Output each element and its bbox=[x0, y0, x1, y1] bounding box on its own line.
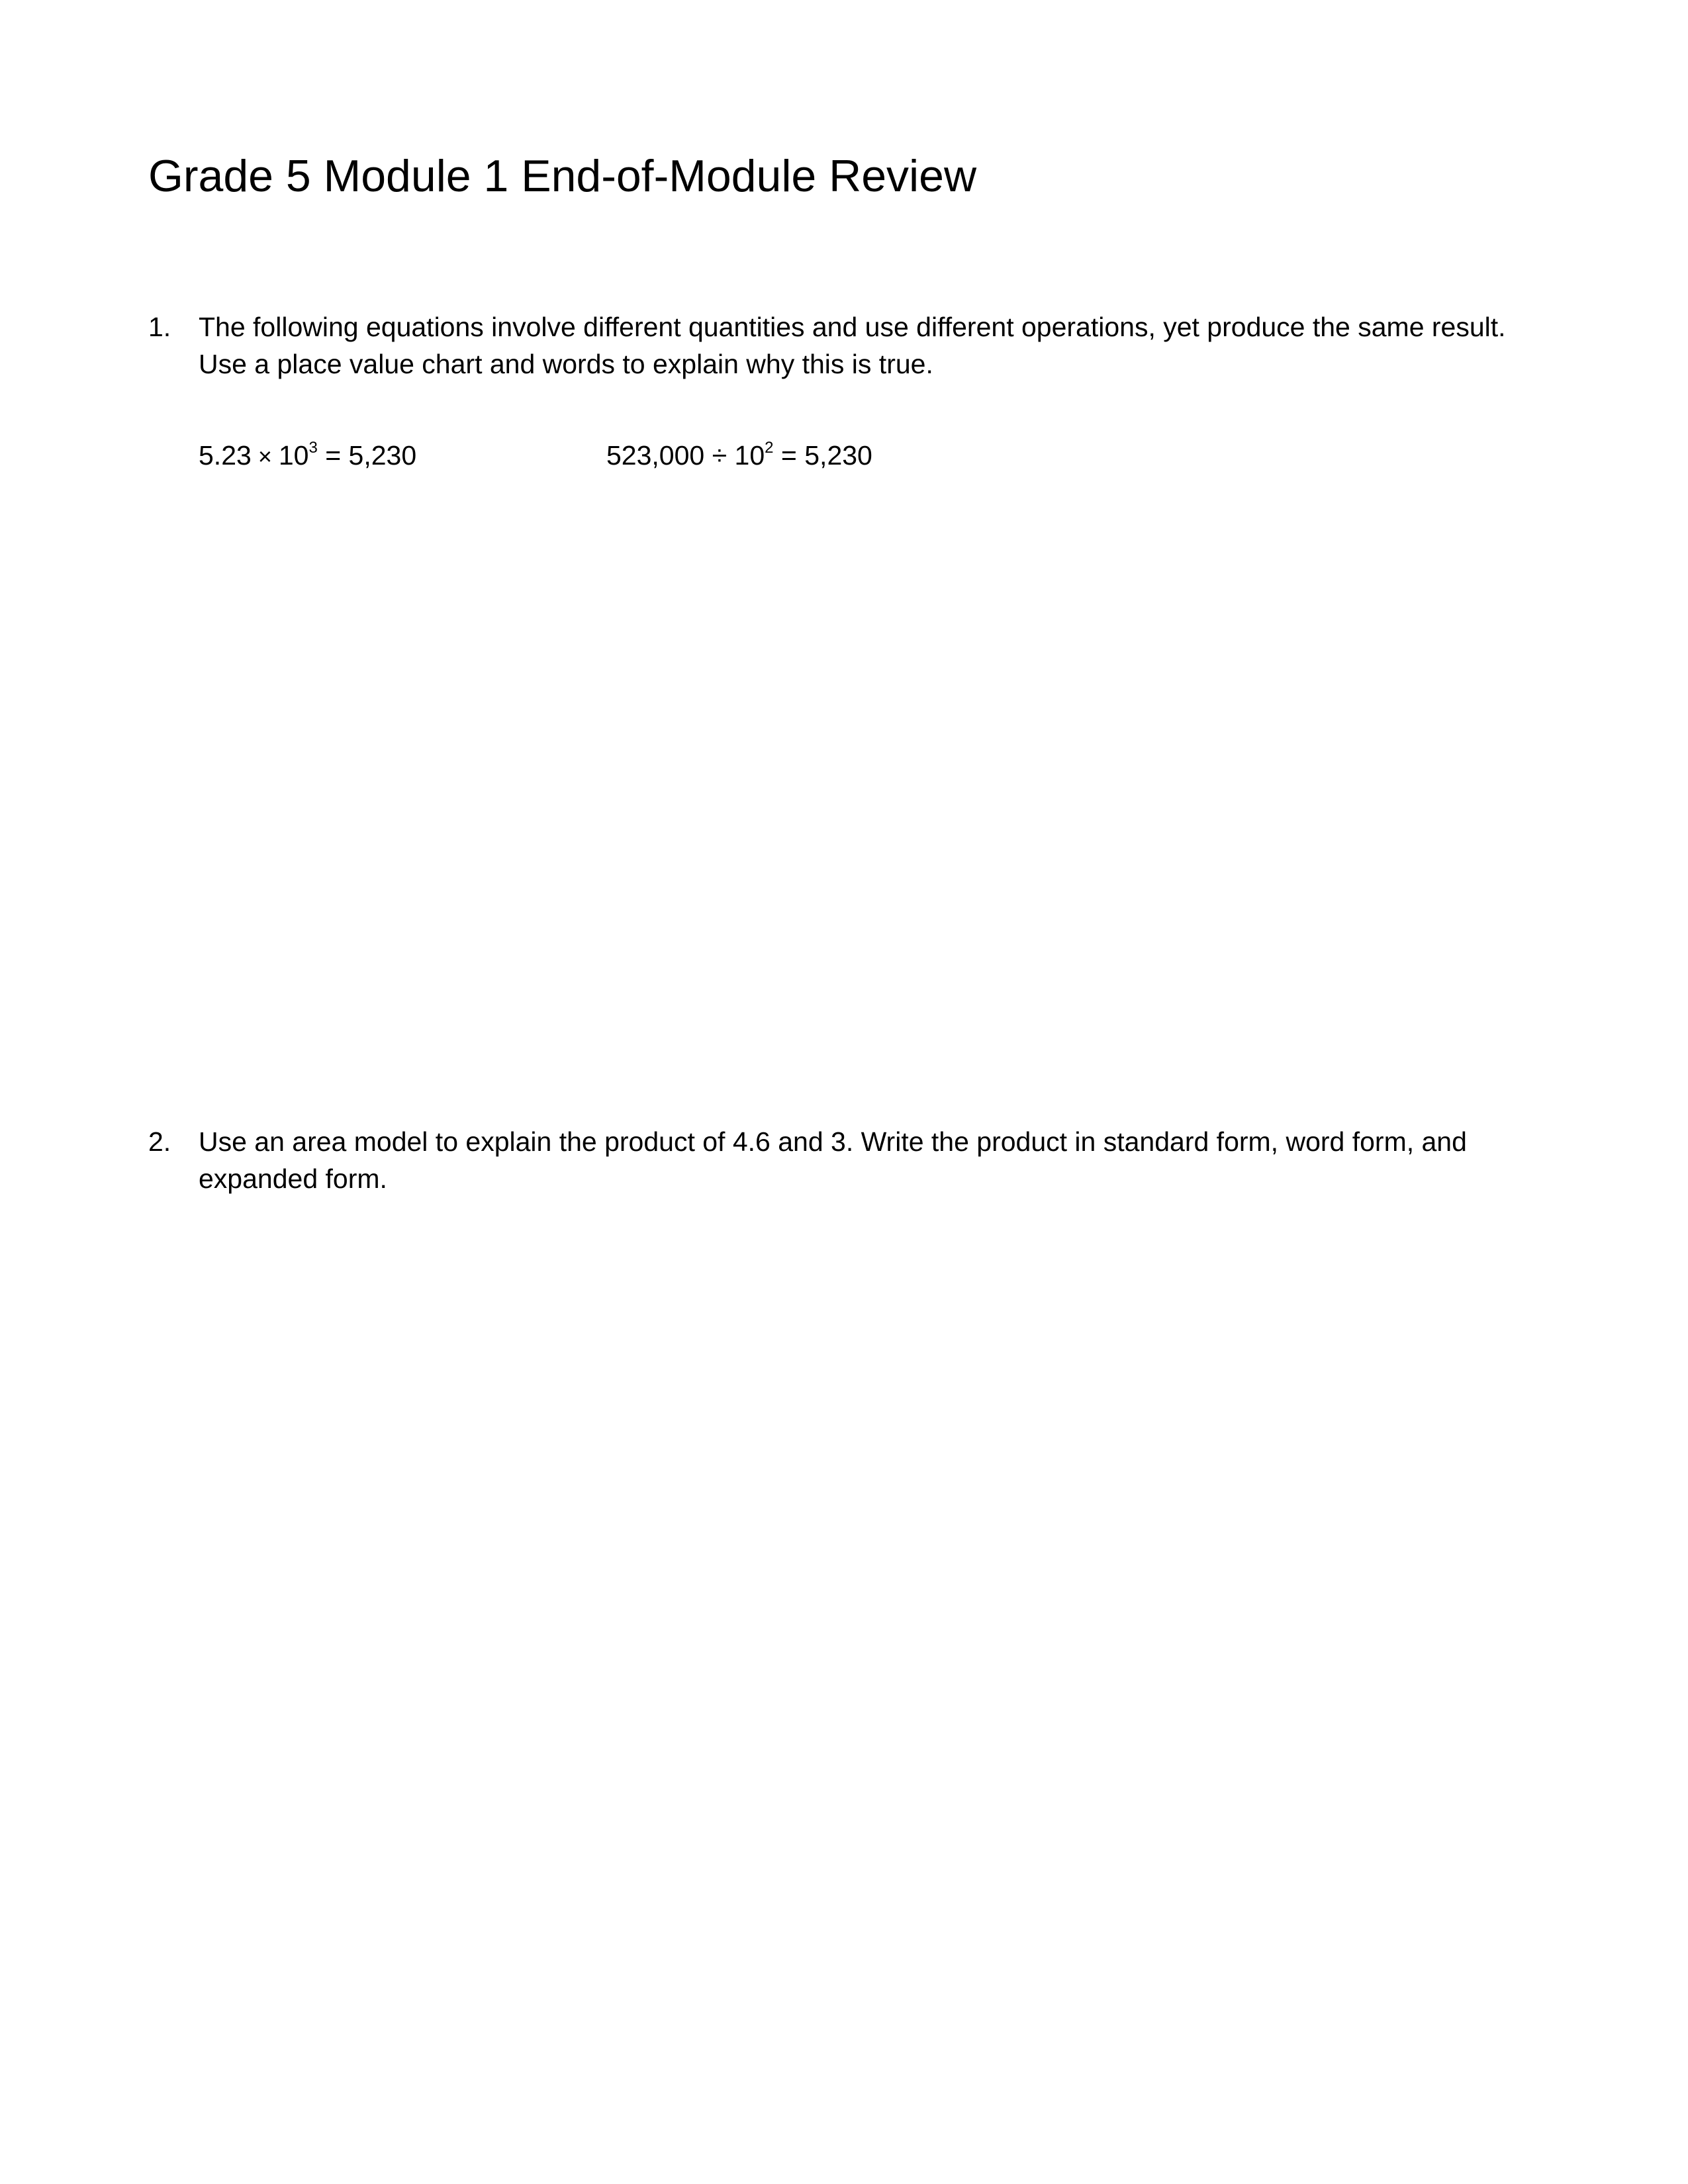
equation-base: 10 bbox=[734, 440, 765, 471]
multiply-operator: × bbox=[258, 443, 272, 470]
equation-multiplication bbox=[199, 437, 416, 475]
question-text: Use an area model to explain the product of 4.6 and 3. Write the product in standard form, word form, and expanded form. bbox=[199, 1126, 1467, 1194]
equation-base: 10 bbox=[278, 440, 309, 471]
question-1 bbox=[148, 308, 1552, 383]
divide-operator: ÷ bbox=[712, 440, 727, 471]
page-title: Grade 5 Module 1 End-of-Module Review bbox=[148, 151, 977, 201]
equation-exponent: 3 bbox=[308, 439, 318, 457]
question-2 bbox=[148, 1123, 1552, 1197]
equation-left-operand: 5.23 bbox=[199, 440, 252, 471]
equation-left-operand: 523,000 bbox=[606, 440, 705, 471]
equation-division bbox=[606, 437, 872, 474]
answer-space-2[interactable] bbox=[148, 1211, 1552, 2105]
equation-exponent: 2 bbox=[765, 439, 774, 457]
question-number: 2. bbox=[148, 1126, 171, 1157]
answer-space-1[interactable] bbox=[148, 503, 1552, 1085]
equation-result: = 5,230 bbox=[325, 440, 417, 471]
question-text: The following equations involve different quantities and use different operations, yet produce the same result. Use a place value chart and words to explain why this is true. bbox=[199, 312, 1506, 379]
equation-result: = 5,230 bbox=[780, 440, 872, 471]
question-number: 1. bbox=[148, 312, 171, 342]
